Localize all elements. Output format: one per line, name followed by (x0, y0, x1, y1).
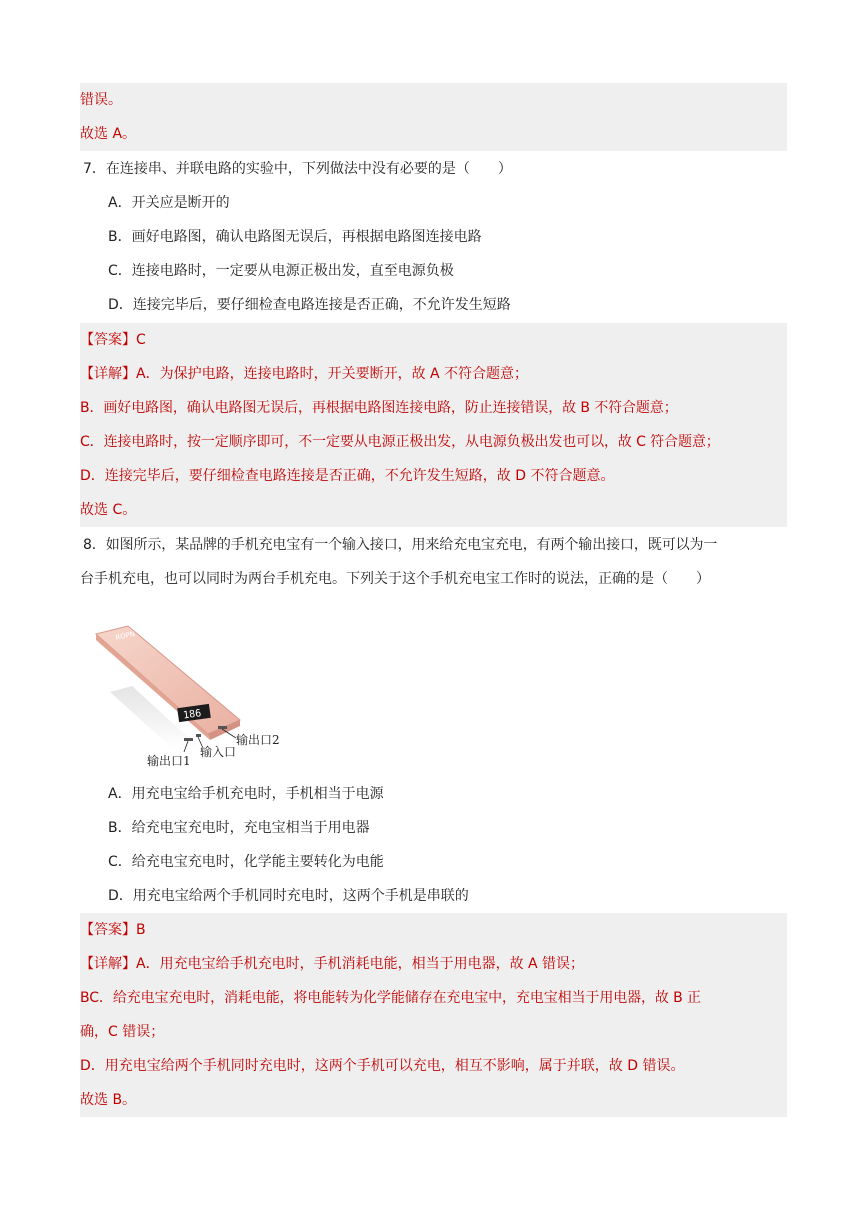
q7-explanation-3: C．连接电路时，按一定顺序即可，不一定要从电源正极出发，从电源负极出发也可以，故 C 符合题意； (80, 425, 787, 459)
power-bank-body (96, 626, 240, 734)
power-bank-illustration (92, 622, 292, 772)
q7-option-d: D．连接完毕后，要仔细检查电路连接是否正确，不允许发生短路 (108, 297, 511, 313)
power-bank-figure (92, 622, 292, 772)
q7-explanation-4: D．连接完毕后，要仔细检查电路连接是否正确，不允许发生短路，故 D 不符合题意。 (80, 459, 787, 493)
q8-answer: 【答案】B (80, 913, 787, 947)
output-port-1-icon (184, 738, 193, 741)
q8-conclusion: 故选 B。 (80, 1083, 787, 1117)
q8-stem-line2: 台手机充电，也可以同时为两台手机充电。下列关于这个手机充电宝工作时的说法，正确的是（ ） (80, 571, 710, 587)
q8-explanation-1: 【详解】A．用充电宝给手机充电时，手机消耗电能，相当于用电器，故 A 错误； (80, 947, 787, 981)
q7-option-b: B．画好电路图，确认电路图无误后，再根据电路图连接电路 (108, 229, 482, 245)
power-bank-brand: ROPN (114, 630, 136, 642)
q8-option-a: A．用充电宝给手机充电时，手机相当于电源 (108, 786, 384, 802)
prev-answer-conclusion: 故选 A。 (80, 117, 787, 151)
q8-option-b: B．给充电宝充电时，充电宝相当于用电器 (108, 820, 370, 836)
q8-option-c: C．给充电宝充电时，化学能主要转化为电能 (108, 854, 384, 870)
q8-explanation-3: 确，C 错误； (80, 1015, 787, 1049)
q8-explanation-2: BC．给充电宝充电时，消耗电能，将电能转为化学能储存在充电宝中，充电宝相当于用电器，故 B 正 (80, 981, 787, 1015)
power-bank-display: 186 (182, 708, 202, 722)
q7-stem: 7．在连接串、并联电路的实验中，下列做法中没有必要的是（ ） (83, 161, 512, 177)
prev-answer-tail: 错误。 (80, 83, 787, 117)
label-input: 输入口 (200, 745, 237, 759)
output-port-2-icon (218, 726, 227, 729)
q8-option-d: D．用充电宝给两个手机同时充电时，这两个手机是串联的 (108, 888, 469, 904)
q7-option-a: A．开关应是断开的 (108, 195, 230, 211)
q8-explanation-4: D．用充电宝给两个手机同时充电时，这两个手机可以充电，相互不影响，属于并联，故 D 错误。 (80, 1049, 787, 1083)
q7-answer: 【答案】C (80, 323, 787, 357)
q7-conclusion: 故选 C。 (80, 493, 787, 527)
label-output-2: 输出口2 (236, 733, 280, 747)
label-output-1: 输出口1 (147, 754, 191, 768)
q8-stem-line1: 8．如图所示，某品牌的手机充电宝有一个输入接口，用来给充电宝充电，有两个输出接口，既可以为一 (83, 537, 718, 553)
q7-option-c: C．连接电路时，一定要从电源正极出发，直至电源负极 (108, 263, 454, 279)
q7-explanation-2: B．画好电路图，确认电路图无误后，再根据电路图连接电路，防止连接错误，故 B 不符合题意； (80, 391, 787, 425)
q7-explanation-1: 【详解】A．为保护电路，连接电路时，开关要断开，故 A 不符合题意； (80, 357, 787, 391)
input-port-icon (196, 734, 201, 737)
